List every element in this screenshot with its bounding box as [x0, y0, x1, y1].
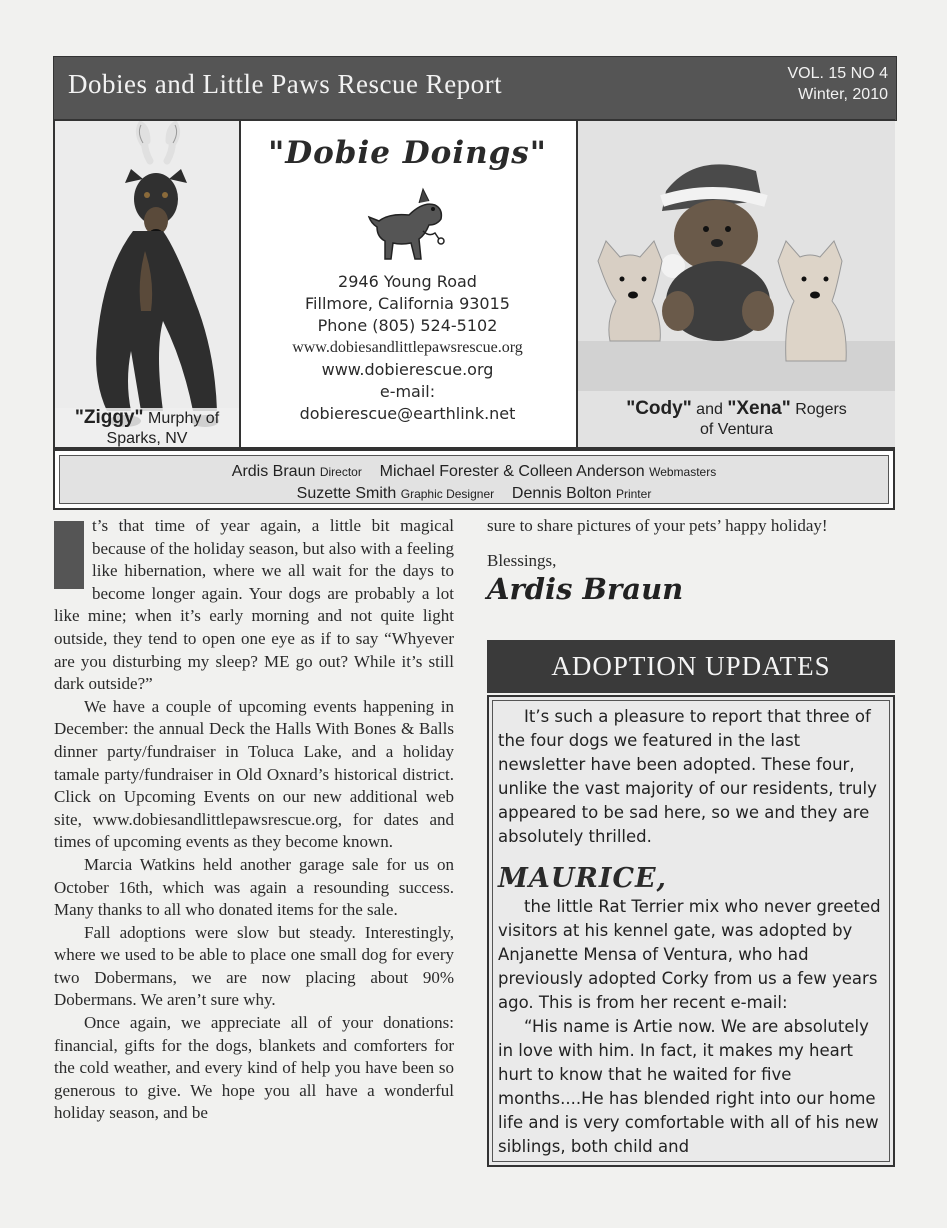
- webmasters-role: Webmasters: [649, 465, 717, 479]
- director-name: Ardis Braun: [231, 463, 316, 480]
- issue-info: [788, 63, 889, 105]
- signature: Ardis Braun: [487, 572, 684, 607]
- article-paragraph-2: We have a couple of upcoming events happening in December: the annual Deck the Halls With Bones & Balls dinner party/fundraiser in Toluca Lake, and a holiday tamale party/fundraiser in Old Oxnard’s historical district. Click on Upcoming Events on our new additional web site, www.dobiesandlittlepawsrescue.org, for dates and times of upcoming events as they become known.: [54, 696, 454, 852]
- contact-info: [241, 271, 574, 425]
- website-link-2[interactable]: www.dobierescue.org: [321, 360, 494, 379]
- adoption-intro: It’s such a pleasure to report that three of the four dogs we featured in the last newsletter have been adopted. These four, unlike the vast majority of our residents, truly appeared to be sad here, so we and they are absolutely thrilled.: [498, 707, 877, 846]
- xena-name: "Xena": [727, 398, 791, 419]
- street-address: 2946 Young Road: [338, 272, 477, 291]
- contact-panel: [241, 121, 574, 447]
- caption-and: and: [691, 401, 728, 418]
- drop-cap: [54, 521, 84, 589]
- maurice-quote: “His name is Artie now. We are absolutely in love with him. In fact, it makes my heart hurt to know that he waited for five months....He has blended right into our home life and is very comfortable with all of his new siblings, both child and: [498, 1017, 879, 1156]
- cody-xena-photo: [576, 121, 895, 447]
- article-paragraph-1-text: t’s that time of year again, a little bit magical because of the holiday season, but also with a feeling like hibernation, where we all wait for the days to become longer again. Your dogs are probably a lot like mine; when it’s early morning and not quite light outside, they tend to open one eye as if to say “Whyever are you disturbing my sleep? ME go out? While it’s still dark outside?”: [54, 516, 454, 694]
- newsletter-title: Dobies and Little Paws Rescue Report: [68, 69, 503, 99]
- email-label: e-mail:: [379, 382, 436, 401]
- cody-name: "Cody": [626, 398, 692, 419]
- ziggy-photo: [55, 121, 241, 447]
- ziggy-name: "Ziggy": [74, 407, 144, 428]
- dobie-doings-logo: "Dobie Doings": [268, 135, 547, 171]
- article-paragraph-5: Once again, we appreciate all of your donations: financial, gifts for the dogs, blankets and comforters for the cold weather, and every kind of help you have been so generous to give. We hope you all have a wonderful holiday season, and be: [54, 1013, 454, 1123]
- printer-name: Dennis Bolton: [511, 485, 612, 502]
- staff-row-1: [60, 461, 888, 483]
- director-role: Director: [319, 465, 362, 479]
- article-left-column: [54, 515, 454, 1125]
- printer-role: Printer: [615, 487, 652, 501]
- article-right-column: [487, 515, 895, 607]
- cody-xena-owner: Rogers: [790, 401, 847, 418]
- adoption-updates-box: [487, 695, 895, 1167]
- ziggy-place: Sparks, NV: [106, 430, 188, 447]
- ziggy-owner: Murphy of: [143, 410, 220, 427]
- closing-line: Blessings,: [487, 550, 557, 570]
- article-continuation: sure to share pictures of your pets’ happy holiday!: [487, 516, 828, 535]
- article-paragraph-1: [54, 515, 454, 696]
- maurice-description: the little Rat Terrier mix who never greeted visitors at his kennel gate, was adopted by Anjanette Mensa of Ventura, who had previously adopted Corky from us a few years ago. This is from her recent e-mail:: [498, 897, 881, 1012]
- cody-xena-place: of Ventura: [700, 421, 773, 438]
- masthead: [53, 56, 897, 121]
- volume-number: VOL. 15 NO 4: [787, 65, 888, 82]
- ziggy-caption: [55, 408, 239, 447]
- maurice-heading: MAURICE,: [498, 863, 667, 894]
- webmasters-names: Michael Forester & Colleen Anderson: [379, 463, 645, 480]
- issue-season: Winter, 2010: [798, 86, 888, 103]
- article-paragraph-4: Fall adoptions were slow but steady. Interestingly, where we used to be able to place one small dog for every two Dobermans, we are now placing about 90% Dobermans. We aren’t sure why.: [54, 922, 454, 1010]
- doberman-illustration: [55, 121, 239, 447]
- header-panels: [53, 119, 895, 449]
- designer-role: Graphic Designer: [400, 487, 495, 501]
- designer-name: Suzette Smith: [296, 485, 397, 502]
- article-paragraph-3: Marcia Watkins held another garage sale for us on October 16th, which was again a resounding success. Many thanks to all who donated items for the sale.: [54, 854, 454, 920]
- staff-credits: [53, 449, 895, 510]
- adoption-updates-content: [492, 700, 890, 1162]
- website-link-1[interactable]: www.dobiesandlittlepawsrescue.org: [292, 339, 523, 356]
- adoption-updates-heading: ADOPTION UPDATES: [487, 640, 895, 693]
- cody-xena-caption: [578, 399, 895, 440]
- dog-logo-icon: [359, 181, 459, 265]
- staff-credits-inner: [59, 455, 889, 504]
- city-address: Fillmore, California 93015: [305, 294, 510, 313]
- email-address[interactable]: dobierescue@earthlink.net: [299, 404, 516, 423]
- staff-row-2: [60, 483, 888, 505]
- phone-number: Phone (805) 524-5102: [317, 316, 498, 335]
